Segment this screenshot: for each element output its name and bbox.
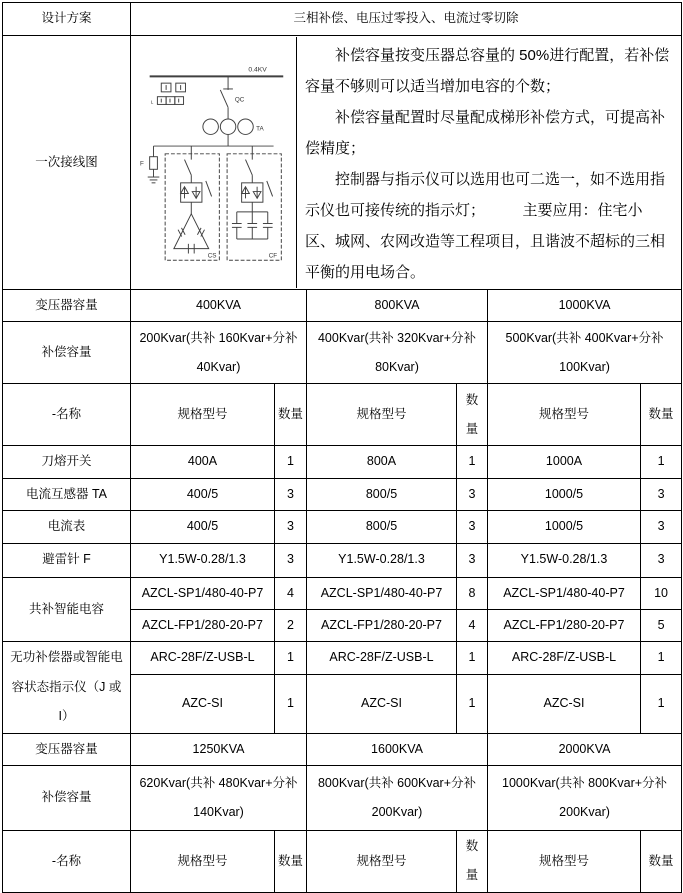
cs-bank-label: CS [207, 251, 217, 259]
equipment-name: 共补智能电容 [3, 577, 131, 642]
qty-header: 数量 [641, 384, 682, 446]
spec-header: 规格型号 [131, 384, 275, 446]
qty-cell: 3 [641, 478, 682, 510]
qty-cell: 4 [275, 577, 307, 609]
compensation-capacity-label: 补偿容量 [3, 322, 131, 384]
transformer-capacity-value: 2000KVA [488, 733, 682, 765]
qty-cell: 1 [457, 674, 488, 733]
compensation-capacity-value: 1000Kvar(共补 800Kvar+分补 200Kvar) [488, 766, 682, 831]
spec-header: 规格型号 [307, 384, 457, 446]
qc-switch-blade [220, 89, 228, 106]
qty-cell: 1 [275, 642, 307, 674]
current-transformer-icon [238, 118, 253, 133]
cf-switch-blade [245, 159, 252, 174]
spec-cell: AZC-SI [488, 674, 641, 733]
spec-cell: ARC-28F/Z-USB-L [307, 642, 457, 674]
qty-header: 数量 [275, 831, 307, 893]
spec-cell: 1000A [488, 446, 641, 478]
qty-cell: 3 [457, 543, 488, 577]
compensation-capacity-value: 800Kvar(共补 600Kvar+分补 200Kvar) [307, 766, 488, 831]
equipment-name: 电流表 [3, 511, 131, 543]
ammeter-row [3, 511, 682, 543]
note-paragraph-3: 控制器与指示仪可以选用也可二选一，如不选用指示仪也可接传统的指示灯； 主要应用：住宅小区、城网、农网改造等工程项目，且谐波不超标的三相平衡的用电场合。 [305, 171, 666, 281]
transformer-capacity-label: 变压器容量 [3, 290, 131, 322]
transformer-capacity-value: 1600KVA [307, 733, 488, 765]
spec-cell: Y1.5W-0.28/1.3 [488, 543, 641, 577]
spec-header: 规格型号 [131, 831, 275, 893]
qty-header: 数量 [275, 384, 307, 446]
spec-cell: Y1.5W-0.28/1.3 [131, 543, 275, 577]
transformer-capacity-label: 变压器容量 [3, 733, 131, 765]
spec-table [2, 2, 682, 893]
spec-header: 规格型号 [488, 384, 641, 446]
table-header-row-2 [3, 831, 682, 893]
spec-cell: Y1.5W-0.28/1.3 [307, 543, 457, 577]
spec-cell: AZCL-SP1/480-40-P7 [307, 577, 457, 609]
qty-cell: 1 [457, 642, 488, 674]
table-header-row-1 [3, 384, 682, 446]
equipment-name: 刀熔开关 [3, 446, 131, 478]
qc-switch-label: QC [234, 96, 245, 104]
config-notes [297, 37, 678, 288]
wiring-content-cell [131, 36, 682, 290]
current-transformer-icon [220, 118, 235, 133]
one-line-diagram-graphic [136, 57, 294, 269]
qty-cell: 3 [457, 478, 488, 510]
cs-switch-blade [185, 159, 192, 174]
spec-cell: AZCL-FP1/280-20-P7 [488, 609, 641, 641]
note-paragraph-1: 补偿容量按变压器总容量的 50%进行配置，若补偿容量不够则可以适当增加电容的个数； [305, 47, 670, 95]
one-line-diagram [134, 37, 297, 288]
compensation-capacity-label: 补偿容量 [3, 766, 131, 831]
qty-cell: 3 [275, 543, 307, 577]
compensation-capacity-row-1 [3, 322, 682, 384]
spec-cell: AZCL-SP1/480-40-P7 [131, 577, 275, 609]
qty-cell: 1 [641, 674, 682, 733]
compensation-capacity-value: 620Kvar(共补 480Kvar+分补 140Kvar) [131, 766, 307, 831]
wiring-row [3, 36, 682, 290]
meter-row-label: L [150, 99, 154, 105]
qty-cell: 3 [641, 511, 682, 543]
cf-bank-box [227, 153, 281, 259]
equipment-name: 电流互感器 TA [3, 478, 131, 510]
spec-cell: 800/5 [307, 478, 457, 510]
ta-label: TA [256, 125, 264, 133]
spec-cell: ARC-28F/Z-USB-L [131, 642, 275, 674]
cs-bank-box [165, 153, 219, 259]
qty-cell: 10 [641, 577, 682, 609]
wiring-diagram-label: 一次接线图 [3, 36, 131, 290]
spec-cell: AZC-SI [307, 674, 457, 733]
qty-cell: 1 [275, 446, 307, 478]
arrester-icon [150, 156, 158, 169]
bypass-switch-blade [206, 180, 212, 195]
cf-bank-label: CF [268, 251, 278, 259]
qty-cell: 1 [641, 642, 682, 674]
compensation-capacity-value: 500Kvar(共补 400Kvar+分补 100Kvar) [488, 322, 682, 384]
qty-cell: 3 [641, 543, 682, 577]
spec-header: 规格型号 [307, 831, 457, 893]
transformer-capacity-value: 1250KVA [131, 733, 307, 765]
name-header: -名称 [3, 831, 131, 893]
arrester-label: F [139, 159, 144, 167]
bypass-switch-blade [267, 180, 273, 195]
transformer-capacity-value: 400KVA [131, 290, 307, 322]
qty-cell: 1 [641, 446, 682, 478]
qty-cell: 3 [457, 511, 488, 543]
spec-cell: 400/5 [131, 478, 275, 510]
qty-cell: 3 [275, 511, 307, 543]
compensation-capacity-value: 400Kvar(共补 320Kvar+分补 80Kvar) [307, 322, 488, 384]
qty-cell: 1 [457, 446, 488, 478]
qty-cell: 3 [275, 478, 307, 510]
design-scheme-label: 设计方案 [3, 3, 131, 36]
bus-voltage-label: 0.4KV [248, 66, 267, 74]
qty-cell: 2 [275, 609, 307, 641]
transformer-capacity-value: 1000KVA [488, 290, 682, 322]
compensation-capacity-value: 200Kvar(共补 160Kvar+分补 40Kvar) [131, 322, 307, 384]
transformer-capacity-value: 800KVA [307, 290, 488, 322]
current-transformer-row [3, 478, 682, 510]
spec-cell: AZC-SI [131, 674, 275, 733]
thyristor-module-icon [181, 182, 202, 201]
equipment-name: 无功补偿器或智能电容状态指示仪（J 或 I） [3, 642, 131, 733]
design-scheme-value: 三相补偿、电压过零投入、电流过零切除 [131, 3, 682, 36]
spec-cell: AZCL-SP1/480-40-P7 [488, 577, 641, 609]
qty-cell: 8 [457, 577, 488, 609]
spec-cell: AZCL-FP1/280-20-P7 [131, 609, 275, 641]
current-transformer-icon [203, 118, 218, 133]
note-paragraph-2: 补偿容量配置时尽量配成梯形补偿方式，可提高补偿精度； [305, 109, 666, 157]
spec-cell: ARC-28F/Z-USB-L [488, 642, 641, 674]
spec-cell: 1000/5 [488, 511, 641, 543]
qty-header: 数量 [457, 384, 488, 446]
spec-cell: 400A [131, 446, 275, 478]
parallel-capacitors-icon [232, 211, 273, 238]
ammeter-icon [157, 96, 166, 104]
equipment-name: 避雷针 F [3, 543, 131, 577]
spec-header: 规格型号 [488, 831, 641, 893]
spec-cell: 800A [307, 446, 457, 478]
knife-fuse-switch-row [3, 446, 682, 478]
shared-capacitor-row-a [3, 577, 682, 609]
qty-cell: 1 [275, 674, 307, 733]
spec-cell: 800/5 [307, 511, 457, 543]
spec-cell: 400/5 [131, 511, 275, 543]
thyristor-module-icon [242, 182, 263, 201]
spec-cell: AZCL-FP1/280-20-P7 [307, 609, 457, 641]
arrester-row [3, 543, 682, 577]
transformer-capacity-row-1 [3, 290, 682, 322]
spec-cell: 1000/5 [488, 478, 641, 510]
controller-indicator-row-a [3, 642, 682, 674]
name-header: -名称 [3, 384, 131, 446]
compensation-capacity-row-2 [3, 766, 682, 831]
transformer-capacity-row-2 [3, 733, 682, 765]
design-scheme-row [3, 3, 682, 36]
qty-cell: 5 [641, 609, 682, 641]
qty-header: 数量 [457, 831, 488, 893]
qty-cell: 4 [457, 609, 488, 641]
qty-header: 数量 [641, 831, 682, 893]
